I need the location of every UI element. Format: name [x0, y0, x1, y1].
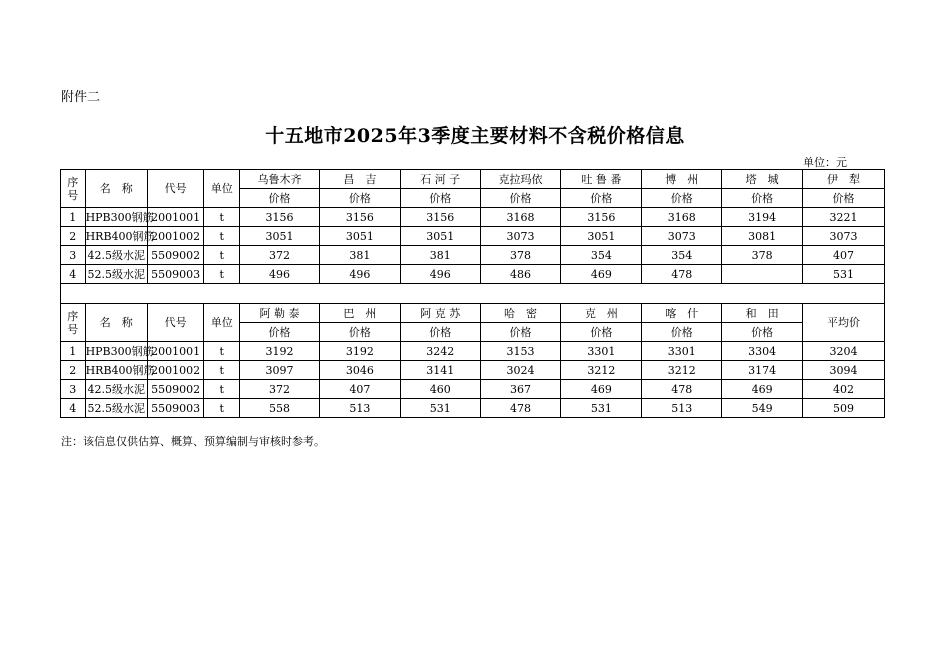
price-cell: 3051 — [240, 227, 320, 246]
price-cell: 558 — [240, 399, 320, 418]
price-cell: 3024 — [480, 361, 561, 380]
average-price-cell: 402 — [803, 380, 885, 399]
material-name-cell: 52.5级水泥 — [85, 399, 147, 418]
unit-cell: t — [204, 361, 240, 380]
price-subheader: 价格 — [240, 323, 320, 342]
seq-cell: 2 — [61, 361, 86, 380]
table-row — [61, 380, 885, 399]
code-cell: 2001002 — [148, 227, 204, 246]
code-cell: 2001001 — [148, 342, 204, 361]
price-subheader: 价格 — [400, 189, 480, 208]
seq-header: 序 号 — [61, 170, 86, 208]
unit-header: 单位 — [204, 170, 240, 208]
price-subheader: 价格 — [319, 323, 400, 342]
price-cell: 3156 — [240, 208, 320, 227]
section-spacer — [61, 284, 885, 304]
price-cell: 3301 — [642, 342, 722, 361]
price-cell: 531 — [400, 399, 480, 418]
price-table — [60, 169, 885, 418]
price-cell: 354 — [561, 246, 642, 265]
city-header: 石 河 子 — [400, 170, 480, 189]
price-cell: 3221 — [803, 208, 885, 227]
price-cell: 3192 — [319, 342, 400, 361]
price-cell: 3192 — [240, 342, 320, 361]
price-cell: 372 — [240, 246, 320, 265]
table-row — [61, 227, 885, 246]
price-cell: 3212 — [561, 361, 642, 380]
section2-header-row — [61, 304, 885, 323]
price-cell: 3168 — [642, 208, 722, 227]
attachment-label: 附件二 — [61, 90, 101, 105]
price-cell: 478 — [480, 399, 561, 418]
material-name-cell: HPB300钢筋 — [85, 208, 147, 227]
price-cell: 531 — [803, 265, 885, 284]
price-cell: 3073 — [642, 227, 722, 246]
city-header: 和 田 — [722, 304, 803, 323]
price-cell: 478 — [642, 380, 722, 399]
name-header: 名 称 — [85, 170, 147, 208]
code-cell: 5509003 — [148, 265, 204, 284]
price-cell: 3141 — [400, 361, 480, 380]
city-header: 阿 克 苏 — [400, 304, 480, 323]
price-cell: 354 — [642, 246, 722, 265]
material-name-cell: HPB300钢筋 — [85, 342, 147, 361]
unit-label: 单位：元 — [803, 156, 847, 169]
price-cell: 3194 — [722, 208, 803, 227]
seq-cell: 4 — [61, 265, 86, 284]
price-cell: 3242 — [400, 342, 480, 361]
table-row — [61, 246, 885, 265]
price-cell: 513 — [319, 399, 400, 418]
code-cell: 2001002 — [148, 361, 204, 380]
price-cell: 549 — [722, 399, 803, 418]
footnote: 注：该信息仅供估算、概算、预算编制与审核时参考。 — [61, 435, 325, 448]
price-subheader: 价格 — [480, 189, 561, 208]
price-cell: 407 — [803, 246, 885, 265]
seq-header: 序 号 — [61, 304, 86, 342]
price-cell: 3156 — [319, 208, 400, 227]
price-cell: 3097 — [240, 361, 320, 380]
price-subheader: 价格 — [319, 189, 400, 208]
city-header: 博 州 — [642, 170, 722, 189]
average-price-cell: 3094 — [803, 361, 885, 380]
price-cell: 496 — [400, 265, 480, 284]
price-cell: 367 — [480, 380, 561, 399]
price-cell: 378 — [480, 246, 561, 265]
code-cell: 5509002 — [148, 246, 204, 265]
document-title: 十五地市2025年3季度主要材料不含税价格信息 — [265, 125, 685, 147]
price-cell: 460 — [400, 380, 480, 399]
price-cell: 496 — [240, 265, 320, 284]
price-cell: 3304 — [722, 342, 803, 361]
city-header: 昌 吉 — [319, 170, 400, 189]
table-row — [61, 265, 885, 284]
code-cell: 2001001 — [148, 208, 204, 227]
section1-header-row — [61, 170, 885, 189]
price-cell: 469 — [561, 265, 642, 284]
price-cell: 3073 — [480, 227, 561, 246]
seq-cell: 3 — [61, 246, 86, 265]
average-price-cell: 3204 — [803, 342, 885, 361]
price-subheader: 价格 — [642, 189, 722, 208]
price-cell: 3073 — [803, 227, 885, 246]
price-cell: 3051 — [319, 227, 400, 246]
city-header: 乌鲁木齐 — [240, 170, 320, 189]
seq-cell: 1 — [61, 342, 86, 361]
code-cell: 5509002 — [148, 380, 204, 399]
price-cell: 3156 — [561, 208, 642, 227]
price-cell: 3174 — [722, 361, 803, 380]
price-cell: 3212 — [642, 361, 722, 380]
price-cell: 486 — [480, 265, 561, 284]
unit-cell: t — [204, 208, 240, 227]
code-cell: 5509003 — [148, 399, 204, 418]
price-subheader: 价格 — [561, 323, 642, 342]
city-header: 克拉玛依 — [480, 170, 561, 189]
city-header: 吐 鲁 番 — [561, 170, 642, 189]
price-subheader: 价格 — [561, 189, 642, 208]
city-header: 巴 州 — [319, 304, 400, 323]
price-cell: 513 — [642, 399, 722, 418]
city-header: 克 州 — [561, 304, 642, 323]
price-subheader: 价格 — [803, 189, 885, 208]
price-cell: 3168 — [480, 208, 561, 227]
price-cell: 469 — [722, 380, 803, 399]
price-cell: 3156 — [400, 208, 480, 227]
name-header: 名 称 — [85, 304, 147, 342]
price-cell: 372 — [240, 380, 320, 399]
average-price-header: 平均价 — [803, 304, 885, 342]
unit-header: 单位 — [204, 304, 240, 342]
city-header: 哈 密 — [480, 304, 561, 323]
section-spacer-row — [61, 284, 885, 304]
price-cell: 3051 — [561, 227, 642, 246]
price-cell — [722, 265, 803, 284]
price-subheader: 价格 — [240, 189, 320, 208]
price-subheader: 价格 — [722, 189, 803, 208]
code-header: 代号 — [148, 170, 204, 208]
price-cell: 381 — [400, 246, 480, 265]
price-cell: 496 — [319, 265, 400, 284]
price-cell: 3081 — [722, 227, 803, 246]
material-name-cell: 42.5级水泥 — [85, 246, 147, 265]
price-cell: 407 — [319, 380, 400, 399]
price-cell: 3153 — [480, 342, 561, 361]
code-header: 代号 — [148, 304, 204, 342]
unit-cell: t — [204, 380, 240, 399]
price-cell: 3046 — [319, 361, 400, 380]
material-name-cell: HRB400钢筋 — [85, 361, 147, 380]
material-name-cell: 42.5级水泥 — [85, 380, 147, 399]
unit-cell: t — [204, 265, 240, 284]
price-cell: 531 — [561, 399, 642, 418]
price-cell: 469 — [561, 380, 642, 399]
price-cell: 3051 — [400, 227, 480, 246]
price-cell: 381 — [319, 246, 400, 265]
price-subheader: 价格 — [722, 323, 803, 342]
city-header: 喀 什 — [642, 304, 722, 323]
seq-cell: 1 — [61, 208, 86, 227]
city-header: 塔 城 — [722, 170, 803, 189]
table-row — [61, 342, 885, 361]
material-name-cell: 52.5级水泥 — [85, 265, 147, 284]
table-row — [61, 208, 885, 227]
material-name-cell: HRB400钢筋 — [85, 227, 147, 246]
price-subheader: 价格 — [642, 323, 722, 342]
table-row — [61, 361, 885, 380]
price-cell: 478 — [642, 265, 722, 284]
seq-cell: 3 — [61, 380, 86, 399]
city-header: 伊 犁 — [803, 170, 885, 189]
table-row — [61, 399, 885, 418]
seq-cell: 2 — [61, 227, 86, 246]
unit-cell: t — [204, 227, 240, 246]
price-cell: 378 — [722, 246, 803, 265]
price-subheader: 价格 — [400, 323, 480, 342]
unit-cell: t — [204, 246, 240, 265]
price-subheader: 价格 — [480, 323, 561, 342]
seq-cell: 4 — [61, 399, 86, 418]
unit-cell: t — [204, 399, 240, 418]
city-header: 阿 勒 泰 — [240, 304, 320, 323]
price-cell: 3301 — [561, 342, 642, 361]
average-price-cell: 509 — [803, 399, 885, 418]
unit-cell: t — [204, 342, 240, 361]
